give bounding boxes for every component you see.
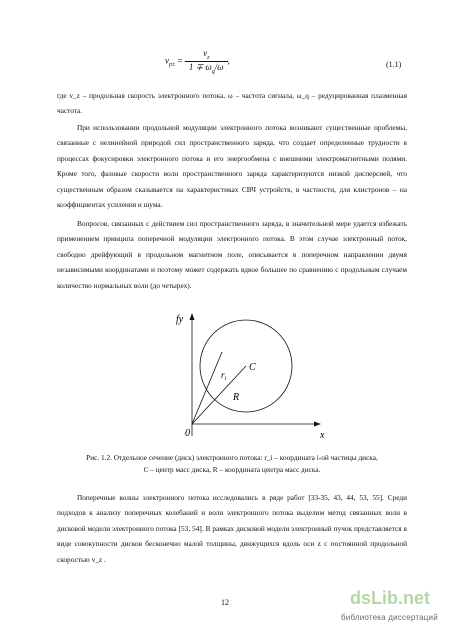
formula-denominator-tail: /ω xyxy=(214,61,224,72)
paragraph-2: При использовании продольной модуляции электронного потока возникают существенные проблемы, связанные с нелинейной природой сил пространственного заряда, что создает определенные трудности в процессах фокусировки электронного потока и его энергообмена с внешними электромагнитными полями. Кроме того, фазовые скорости волн пространственного заряда характеризуются низкой дисперсией, что существенным образом сказывается на характеристиках СВЧ устройств, в частности, для клистронов – на коэффициентах усиления и шума. xyxy=(57,123,407,210)
formula-number: (1.1) xyxy=(386,60,402,69)
page-number: 12 xyxy=(221,598,229,607)
paragraph-3: Вопросов, связанных с действием сил пространственного заряда, в значительной мере удается избежать применением принципа поперечной модуляции электронного потока. В этом случае электронный поток, свободно дрейфующий в продольном магнитном поле, описывается в поперечном направлении двумя независимыми координатами и поэтому может содержать вдвое большее по сравнению с продольным случаем количество нормальных волн (до четырех). xyxy=(57,219,407,290)
caption-line-1: Рис. 1.2. Отдельное сечение (диск) электронного потока: r_i – координата i-ой частицы диска, xyxy=(86,453,378,462)
paragraph-4: Поперечные волны электронного потока исследовались в ряде работ [33-35, 43, 44, 53, 55]. Среди подходов к анализу поперечных колебаний и волн электронного потока выделим метод связанных волн в дисковой модели электронного потока [53, 54]. В рамках дисковой модели электронный пучок представляется в виде совокупности дисков бесконечно малой толщины, движущихся вдоль оси z с постоянной продольной скоростью v_z . xyxy=(57,493,407,564)
R-label: R xyxy=(233,392,240,403)
formula-fraction xyxy=(185,48,228,75)
x-axis-label: x xyxy=(320,430,325,441)
figure-disk-section xyxy=(0,308,450,448)
formula-lhs-sub: p± xyxy=(169,62,176,69)
center-label: C xyxy=(249,362,256,373)
formula-numerator-sub: z xyxy=(207,54,210,61)
x-axis-arrow xyxy=(314,422,321,427)
formula-numerator: v xyxy=(203,48,208,58)
ri-label-main: r xyxy=(221,370,225,380)
vector-ri xyxy=(192,352,222,424)
watermark-logo: dsLib.net xyxy=(350,588,430,608)
ri-label xyxy=(221,370,227,382)
formula-1-1: $v_{p\pm}$ = $\frac{v_z}{1 \mp \omega_q/\omega}$ , xyxy=(165,48,230,75)
formula-denominator: 1 ∓ ω xyxy=(188,61,212,72)
formula-lhs: v xyxy=(165,55,169,66)
ri-label-sub: i xyxy=(224,376,227,382)
formula-denominator-sub: q xyxy=(211,68,215,75)
watermark-subtitle: библиотека диссертаций xyxy=(341,613,438,622)
caption-line-2: C – центр масс диска, R – координата центра масс диска. xyxy=(143,465,321,474)
origin-label: 0 xyxy=(185,428,190,439)
y-axis-label: fy xyxy=(176,314,184,325)
figure-caption xyxy=(57,452,407,476)
y-axis-arrow xyxy=(190,313,195,320)
paragraph-1: где v_z – продольная скорость электронного потока, ω – частота сигнала, ω_q – редуцированная плазменная частота. xyxy=(57,91,407,116)
